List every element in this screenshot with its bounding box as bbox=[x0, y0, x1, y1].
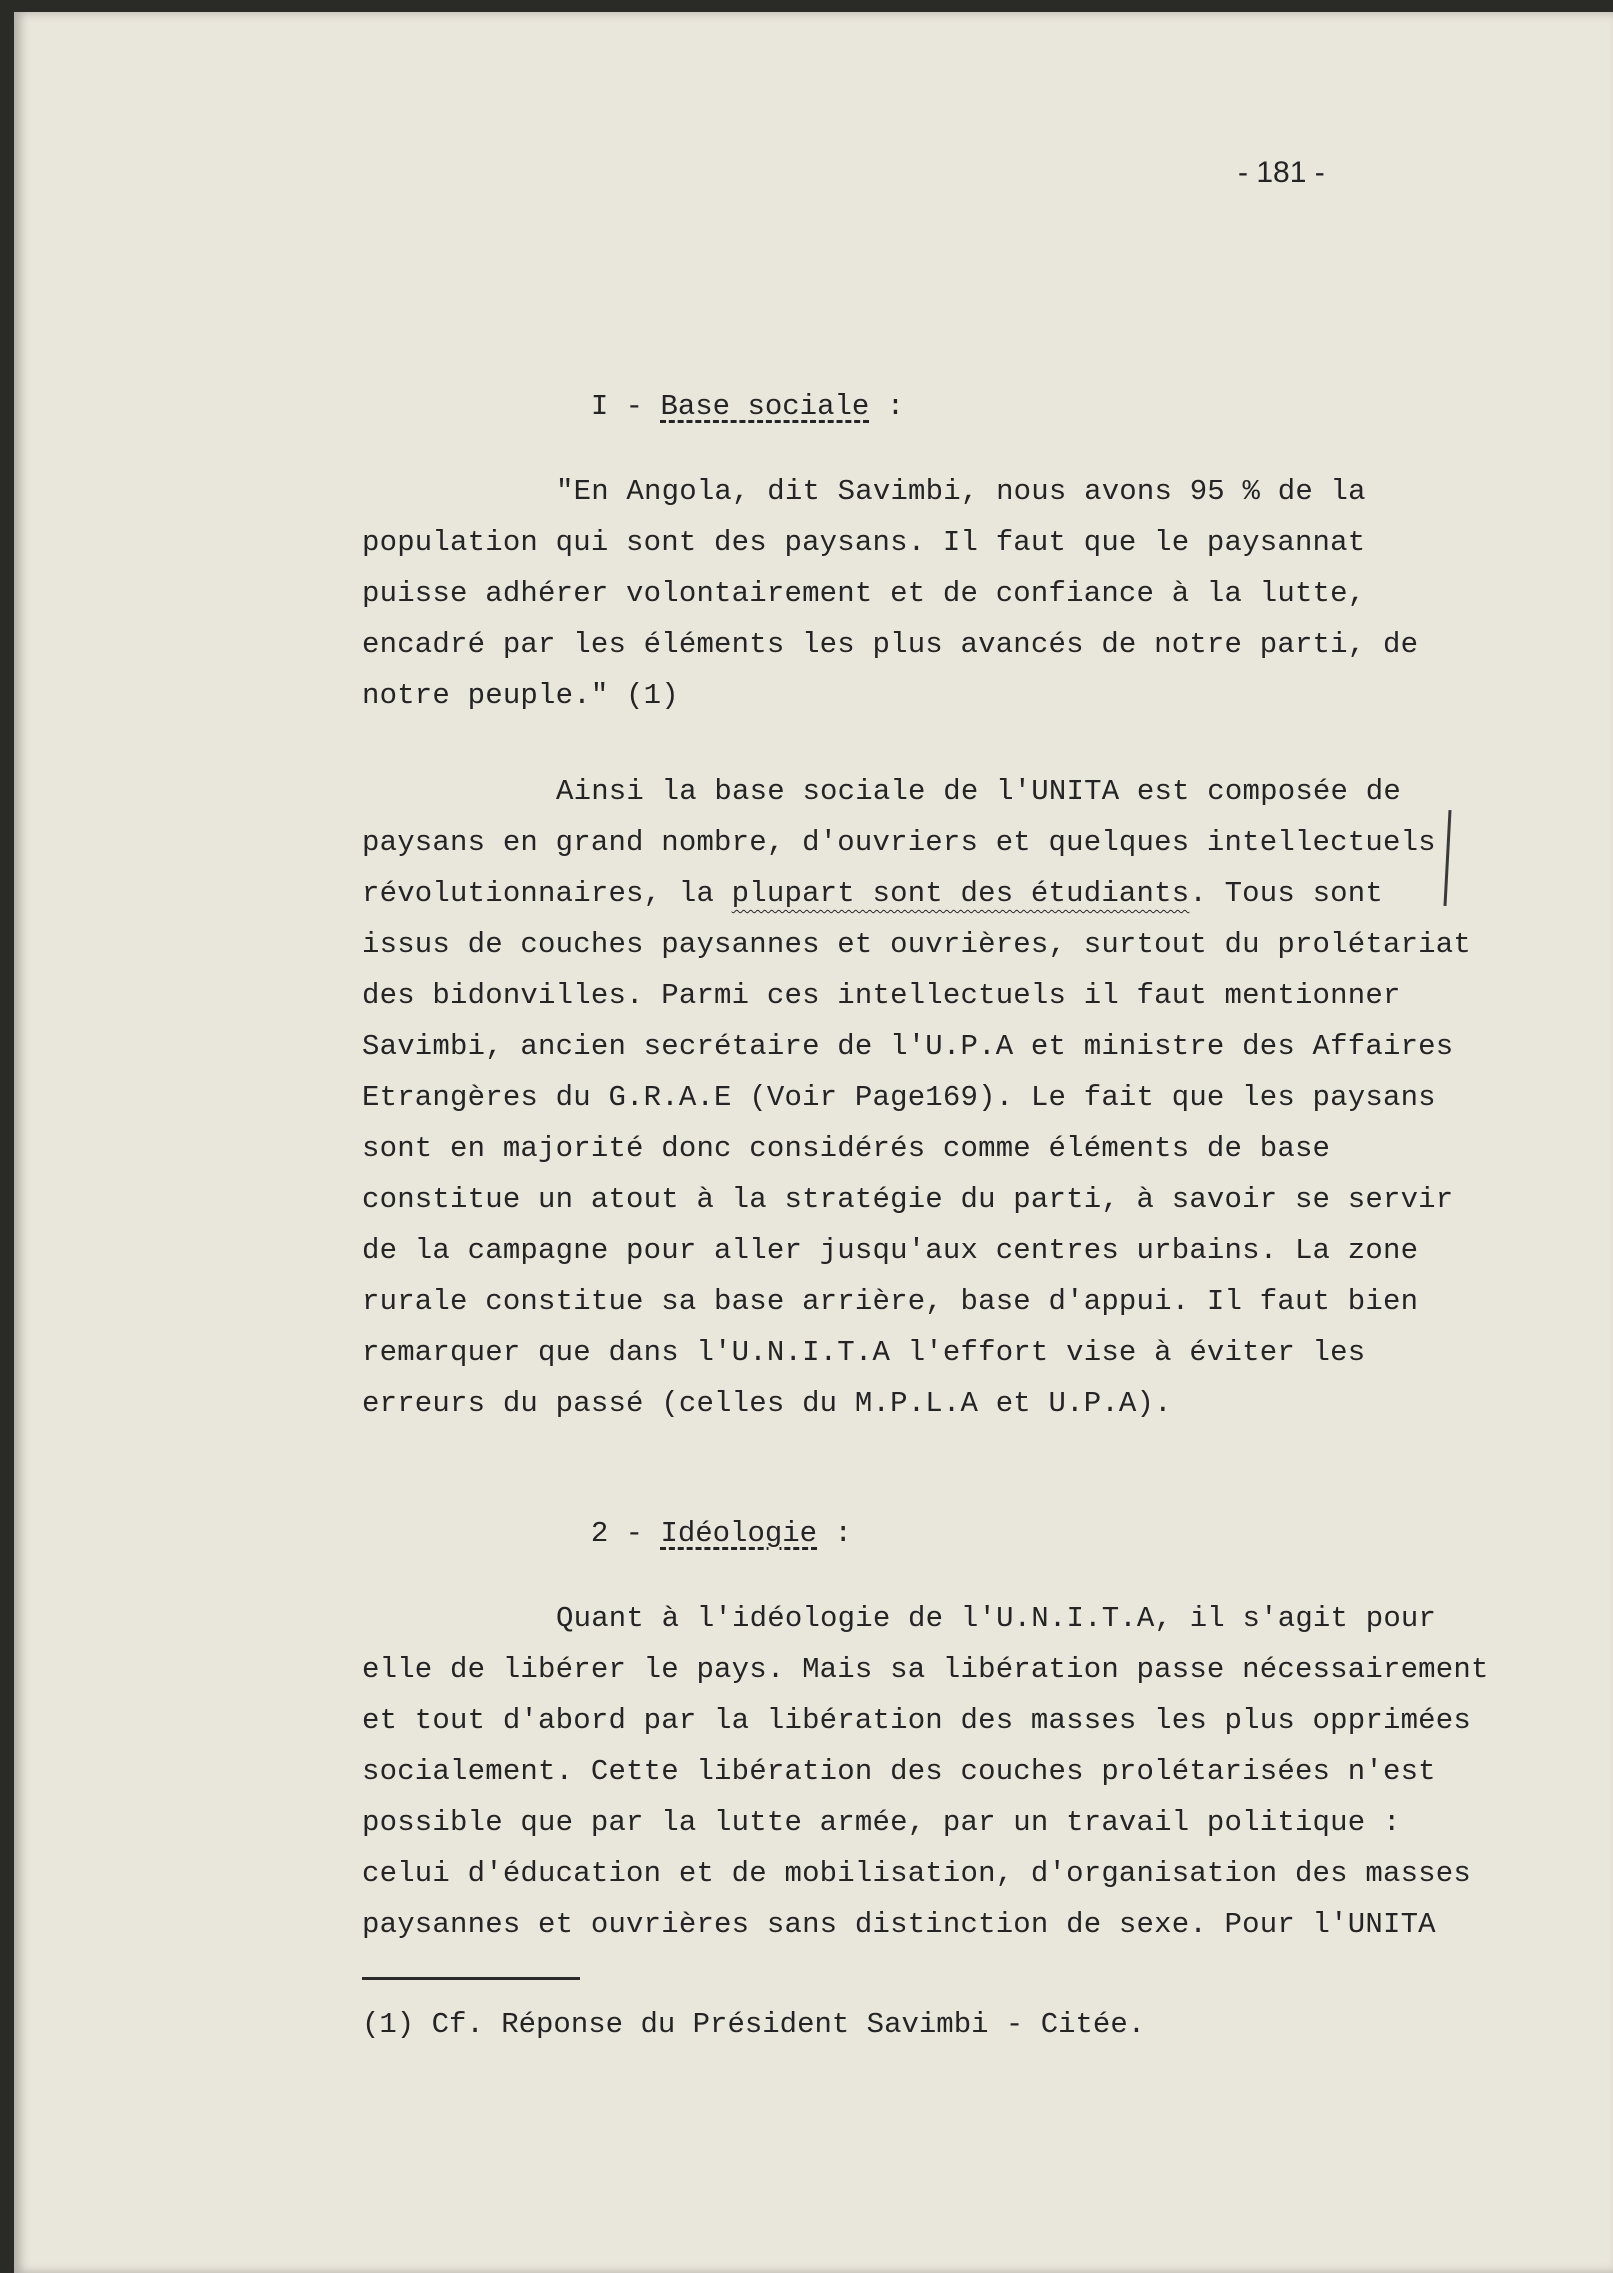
text-line: de la campagne pour aller jusqu'aux centres urbains. La zone bbox=[362, 1234, 1419, 1267]
text-line: encadré par les éléments les plus avancés de notre parti, de bbox=[362, 628, 1419, 661]
text-line: possible que par la lutte armée, par un travail politique : bbox=[362, 1806, 1401, 1839]
paragraph-base-sociale bbox=[362, 775, 1471, 1420]
text-segment: . Tous sont bbox=[1189, 877, 1383, 910]
text-line: population qui sont des paysans. Il faut que le paysannat bbox=[362, 526, 1366, 559]
text-line: "En Angola, dit Savimbi, nous avons 95 % de la bbox=[556, 475, 1366, 508]
text-line: issus de couches paysannes et ouvrières, surtout du prolétariat bbox=[362, 928, 1471, 961]
section-title: Base sociale bbox=[660, 390, 870, 423]
text-line: des bidonvilles. Parmi ces intellectuels il faut mentionner bbox=[362, 979, 1401, 1012]
text-line: Ainsi la base sociale de l'UNITA est composée de bbox=[556, 775, 1401, 808]
footnote-rule bbox=[362, 1977, 580, 1980]
text-line: constitue un atout à la stratégie du parti, à savoir se servir bbox=[362, 1183, 1454, 1216]
text-line: sont en majorité donc considérés comme éléments de base bbox=[362, 1132, 1331, 1165]
underlined-phrase: plupart sont des étudiants bbox=[731, 877, 1190, 910]
text-line: celui d'éducation et de mobilisation, d'organisation des masses bbox=[362, 1857, 1471, 1890]
text-segment: révolutionnaires, la bbox=[362, 877, 732, 910]
paragraph-quote bbox=[362, 475, 1419, 712]
section-heading-ideologie bbox=[556, 1484, 852, 1550]
text-line: puisse adhérer volontairement et de confiance à la lutte, bbox=[362, 577, 1366, 610]
text-line: Quant à l'idéologie de l'U.N.I.T.A, il s'agit pour bbox=[556, 1602, 1437, 1635]
text-line: Savimbi, ancien secrétaire de l'U.P.A et ministre des Affaires bbox=[362, 1030, 1454, 1063]
text-line: paysannes et ouvrières sans distinction de sexe. Pour l'UNITA bbox=[362, 1908, 1436, 1941]
footnote: (1) Cf. Réponse du Président Savimbi - Citée. bbox=[362, 2008, 1146, 2041]
text-line: paysans en grand nombre, d'ouvriers et quelques intellectuels bbox=[362, 826, 1436, 859]
text-line: et tout d'abord par la libération des masses les plus opprimées bbox=[362, 1704, 1471, 1737]
section-colon: : bbox=[886, 390, 905, 423]
section-number: I - bbox=[590, 390, 644, 423]
text-line: remarquer que dans l'U.N.I.T.A l'effort vise à éviter les bbox=[362, 1336, 1366, 1369]
text-line: elle de libérer le pays. Mais sa libération passe nécessairement bbox=[362, 1653, 1489, 1686]
text-line: Etrangères du G.R.A.E (Voir Page169). Le fait que les paysans bbox=[362, 1081, 1436, 1114]
text-line: rurale constitue sa base arrière, base d'appui. Il faut bien bbox=[362, 1285, 1419, 1318]
section-title: Idéologie bbox=[660, 1517, 818, 1550]
section-heading-base-sociale bbox=[556, 357, 904, 423]
text-line: socialement. Cette libération des couches prolétarisées n'est bbox=[362, 1755, 1436, 1788]
page-number: - 181 - bbox=[1238, 156, 1325, 189]
text-line bbox=[362, 877, 1383, 910]
paragraph-ideologie bbox=[362, 1602, 1489, 1941]
text-line: notre peuple." (1) bbox=[362, 679, 679, 712]
section-number: 2 - bbox=[590, 1517, 644, 1550]
section-colon: : bbox=[834, 1517, 852, 1550]
text-line: erreurs du passé (celles du M.P.L.A et U.P.A). bbox=[362, 1387, 1172, 1420]
